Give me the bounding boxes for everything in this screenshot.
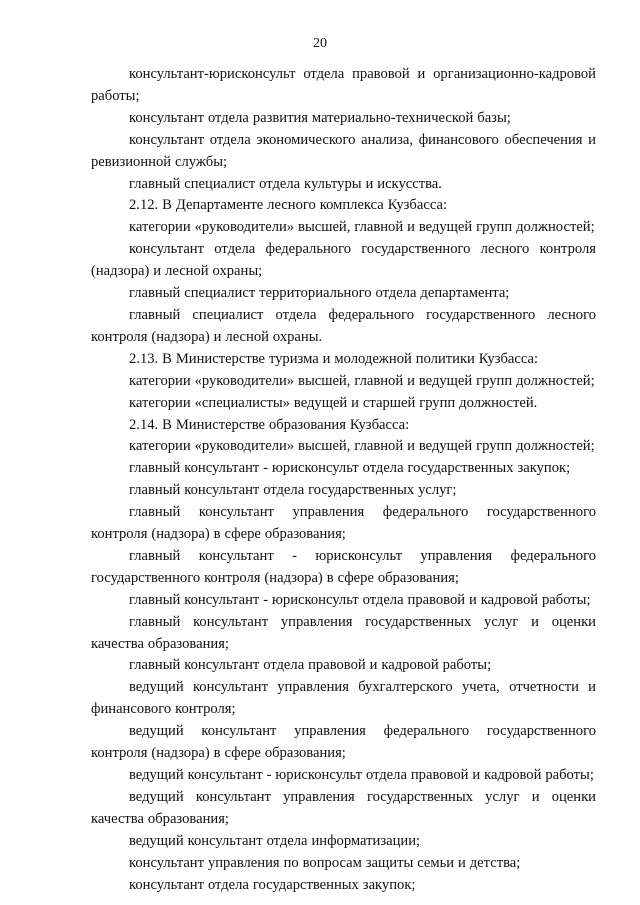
paragraph: главный консультант - юрисконсульт отдела правовой и кадровой работы; xyxy=(129,591,591,608)
section-heading: 2.13. В Министерстве туризма и молодежной политики Кузбасса: xyxy=(129,350,539,367)
paragraph: консультант-юрисконсульт отдела правовой и организационно-кадровой работы; xyxy=(91,66,596,104)
paragraph: категории «руководители» высшей, главной и ведущей групп должностей; xyxy=(129,372,595,389)
paragraph: консультант отдела государственных закупок; xyxy=(129,876,416,893)
page-number: 20 xyxy=(313,36,327,51)
paragraph: категории «руководители» высшей, главной и ведущей групп должностей; xyxy=(129,219,595,236)
paragraph: категории «специалисты» ведущей и старшей групп должностей. xyxy=(129,394,538,411)
paragraph: ведущий консультант отдела информатизации; xyxy=(129,832,421,849)
paragraph: главный консультант отдела правовой и кадровой работы; xyxy=(129,657,492,674)
paragraph: главный консультант отдела государственных услуг; xyxy=(129,482,457,499)
paragraph: главный консультант управления государственных услуг и оценки качества образования; xyxy=(91,613,596,652)
paragraph: ведущий консультант - юрисконсульт отдела правовой и кадровой работы; xyxy=(129,767,594,783)
paragraph: ведущий консультант управления федерального государственного контроля (надзора) в сфере образования; xyxy=(91,723,596,762)
paragraph: консультант отдела экономического анализа, финансового обеспечения и ревизионной службы; xyxy=(91,131,596,170)
paragraph: главный специалист отдела федерального государственного лесного контроля (надзора) и лесной охраны. xyxy=(91,306,596,345)
paragraph: категории «руководители» высшей, главной и ведущей групп должностей; xyxy=(129,438,595,455)
paragraph: консультант отдела развития материально-технической базы; xyxy=(129,109,511,126)
paragraph: консультант управления по вопросам защиты семьи и детства; xyxy=(129,854,521,871)
document-body xyxy=(91,64,596,896)
paragraph: консультант отдела федерального государственного лесного контроля (надзора) и лесной охраны; xyxy=(91,241,596,280)
paragraph: ведущий консультант управления бухгалтерского учета, отчетности и финансового контроля; xyxy=(91,679,596,718)
paragraph: ведущий консультант управления государственных услуг и оценки качества образования; xyxy=(91,788,596,827)
section-heading: 2.14. В Министерстве образования Кузбасса: xyxy=(129,416,410,433)
section-heading: 2.12. В Департаменте лесного комплекса Кузбасса: xyxy=(129,197,448,214)
paragraph: главный консультант управления федерального государственного контроля (надзора) в сфере образования; xyxy=(91,504,596,543)
paragraph: главный консультант - юрисконсульт управления федерального государственного контроля (надзора) в сфере образования; xyxy=(91,547,596,586)
paragraph: главный консультант - юрисконсульт отдела государственных закупок; xyxy=(129,460,571,477)
paragraph: главный специалист отдела культуры и искусства. xyxy=(129,175,442,192)
paragraph: главный специалист территориального отдела департамента; xyxy=(129,285,510,302)
